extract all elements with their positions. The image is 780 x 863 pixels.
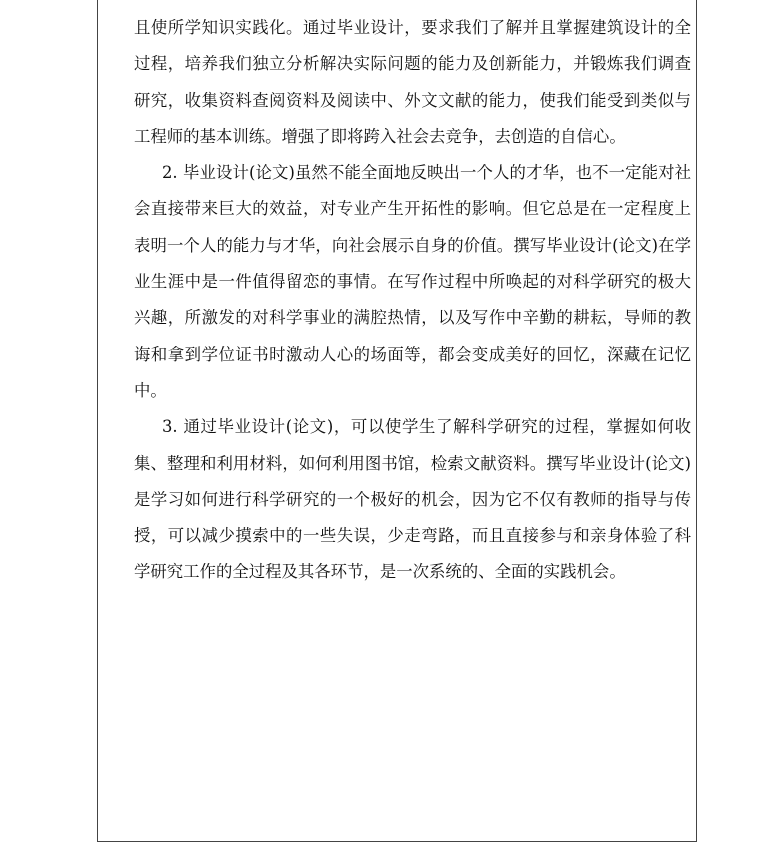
paragraph-item-2: 2. 毕业设计(论文)虽然不能全面地反映出一个人的才华，也不一定能对社会直接带来巨大的效益，对专业产生开拓性的影响。但它总是在一定程度上表明一个人的能力与才华，向社会展示自身的价值。撰写毕业设计(论文)在学业生涯中是一件值得留恋的事情。在写作过程中所唤起的对科学研究的极大兴趣，所激发的对科学事业的满腔热情，以及写作中辛勤的耕耘，导师的教诲和拿到学位证书时激动人心的场面等，都会变成美好的回忆，深藏在记忆中。 <box>134 163 691 400</box>
paragraph-continuation: 且使所学知识实践化。通过毕业设计，要求我们了解并且掌握建筑设计的全过程，培养我们独立分析解决实际问题的能力及创新能力，并锻炼我们调查研究，收集资料查阅资料及阅读中、外文文献的能力，使我们能受到类似与工程师的基本训练。增强了即将跨入社会去竞争，去创造的自信心。 <box>134 18 691 146</box>
paragraph-item-3: 3. 通过毕业设计(论文)，可以使学生了解科学研究的过程，掌握如何收集、整理和利用材料，如何利用图书馆，检索文献资料。撰写毕业设计(论文)是学习如何进行科学研究的一个极好的机会，因为它不仅有教师的指导与传授，可以减少摸索中的一些失误，少走弯路，而且直接参与和亲身体验了科学研究工作的全过程及其各环节，是一次系统的、全面的实践机会。 <box>134 417 691 582</box>
document-body <box>134 10 691 591</box>
